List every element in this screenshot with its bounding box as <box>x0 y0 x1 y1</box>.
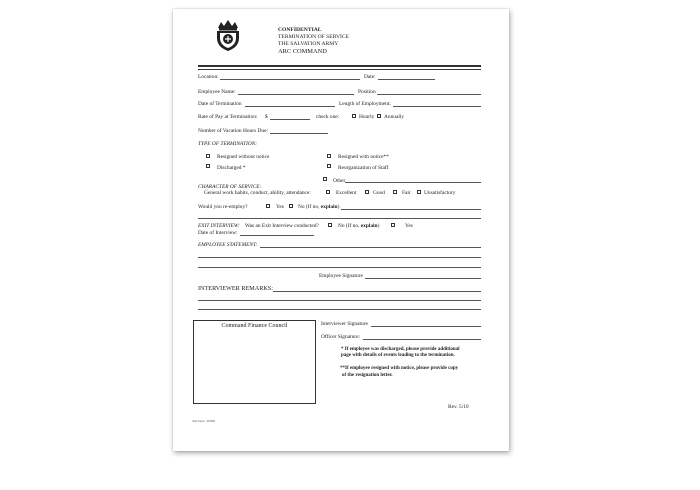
employee-statement-line-1[interactable] <box>260 247 481 248</box>
annually-label: Annually <box>384 114 405 120</box>
dollar-sign: $ <box>265 114 268 120</box>
interviewer-signature-label: Interviewer Signature <box>321 321 368 327</box>
reemploy-yes-checkbox[interactable] <box>266 204 270 208</box>
vacation-hours-field[interactable] <box>270 133 328 134</box>
salvation-army-shield-icon <box>213 18 243 52</box>
revision-label: Rev. 5/10 <box>448 404 469 410</box>
exit-interview-yes-label: Yes <box>405 223 413 229</box>
other-label: Other <box>333 177 346 184</box>
discharged-checkbox[interactable] <box>206 164 210 168</box>
reemploy-label: Would you re-employ? <box>198 204 248 210</box>
officer-signature-label: Officer Signature: <box>321 334 360 340</box>
resigned-with-notice-label: Resigned with notice** <box>338 154 389 160</box>
exit-interview-yes-checkbox[interactable] <box>391 223 395 227</box>
location-label: Location: <box>198 74 219 80</box>
employee-name-field[interactable] <box>238 94 354 95</box>
hourly-label: Hourly <box>359 114 375 120</box>
excellent-checkbox[interactable] <box>326 190 330 194</box>
reemploy-explain: explain <box>320 204 338 210</box>
exit-explain: explain <box>360 223 378 229</box>
footer-code: Sub Desc. 20096 <box>192 419 216 423</box>
fair-checkbox[interactable] <box>393 190 397 194</box>
date-of-termination-field[interactable] <box>245 106 335 107</box>
exit-interview-question: Was an Exit Interview conducted? <box>245 223 319 229</box>
command-name: ARC COMMAND <box>278 48 327 55</box>
employee-statement-heading: EMPLOYEE STATEMENT: <box>198 242 258 248</box>
exit-interview-heading: EXIT INTERVIEW: <box>198 223 240 229</box>
employee-signature-field[interactable] <box>365 278 481 279</box>
length-of-employment-label: Length of Employment: <box>339 101 391 107</box>
exit-interview-no-checkbox[interactable] <box>328 223 332 227</box>
organization-name: THE SALVATION ARMY <box>278 41 339 47</box>
type-of-termination-heading: TYPE OF TERMINATION: <box>198 141 258 147</box>
date-label: Date: <box>364 74 376 80</box>
header-rule-thin <box>198 69 481 70</box>
header-rule <box>198 65 481 67</box>
discharged-label: Discharged * <box>217 164 246 171</box>
reorganization-label: Reorganization of Staff <box>338 164 389 171</box>
excellent-label: Excellent <box>336 190 357 196</box>
good-checkbox[interactable] <box>365 190 369 194</box>
command-finance-council-box[interactable] <box>193 320 316 404</box>
resigned-with-notice-checkbox[interactable] <box>327 154 331 158</box>
command-finance-council-title: Command Finance Council <box>221 323 288 329</box>
hourly-checkbox[interactable] <box>352 114 356 118</box>
confidential-label: CONFIDENTIAL <box>278 27 322 33</box>
date-of-termination-label: Date of Termination <box>198 101 242 107</box>
resigned-note-line-1: **If employee resigned with notice, please provide copy <box>340 366 459 371</box>
vacation-hours-label: Number of Vacation Hours Due: <box>198 128 268 134</box>
interviewer-remarks-line-2[interactable] <box>198 300 481 301</box>
character-sub-label: General work habits, conduct, ability, attendance: <box>204 190 311 196</box>
employee-statement-line-3[interactable] <box>198 267 481 268</box>
reorganization-checkbox[interactable] <box>327 164 331 168</box>
position-field[interactable] <box>377 94 481 95</box>
exit-interview-no-label <box>338 223 379 229</box>
interviewer-remarks-heading: INTERVIEWER REMARKS: <box>198 285 273 292</box>
officer-signature-field[interactable] <box>363 339 481 340</box>
resigned-without-notice-checkbox[interactable] <box>206 154 210 158</box>
annually-checkbox[interactable] <box>377 114 381 118</box>
form-page <box>173 9 509 451</box>
good-label: Good <box>373 190 385 196</box>
employee-name-label: Employee Name: <box>198 89 236 95</box>
other-checkbox[interactable] <box>323 177 327 181</box>
other-field[interactable] <box>345 182 481 183</box>
form-title: TERMINATION OF SERVICE <box>278 34 350 40</box>
check-one-label: check one: <box>316 114 340 120</box>
discharged-note-line-1: * If employee was discharged, please provide additional <box>341 347 460 352</box>
resigned-note-line-2: of the resignation letter. <box>342 373 393 378</box>
reemploy-no-label <box>298 204 339 210</box>
discharged-note-line-2: page with details of events leading to the termination. <box>341 353 455 358</box>
interviewer-signature-field[interactable] <box>371 326 481 327</box>
interviewer-remarks-line-1[interactable] <box>273 291 481 292</box>
reemploy-no-checkbox[interactable] <box>289 204 293 208</box>
rate-of-pay-label: Rate of Pay at Termination: <box>198 114 258 120</box>
character-of-service-heading: CHARACTER OF SERVICE: <box>198 183 262 190</box>
employee-statement-line-2[interactable] <box>198 257 481 258</box>
reemploy-extra-line[interactable] <box>198 218 481 219</box>
resigned-without-notice-label: Resigned without notice <box>217 154 270 160</box>
reemploy-no-prefix: No (If no, <box>298 204 320 210</box>
employee-signature-label: Employee Signature <box>319 273 363 279</box>
fair-label: Fair <box>402 190 411 196</box>
exit-close-paren: ) <box>377 223 380 229</box>
rate-of-pay-field[interactable] <box>270 119 310 120</box>
length-of-employment-field[interactable] <box>393 106 481 107</box>
reemploy-explain-field[interactable] <box>341 209 481 210</box>
interviewer-remarks-line-3[interactable] <box>198 309 481 310</box>
reemploy-close-paren: ) <box>337 204 340 210</box>
date-of-interview-label: Date of Interview: <box>198 230 238 236</box>
exit-no-prefix: No (If no, <box>338 223 360 229</box>
position-label: Position <box>358 89 376 95</box>
date-of-interview-field[interactable] <box>240 235 314 236</box>
unsatisfactory-checkbox[interactable] <box>417 190 421 194</box>
reemploy-yes-label: Yes <box>276 204 284 210</box>
unsatisfactory-label: Unsatisfactory <box>424 190 456 196</box>
date-field[interactable] <box>378 79 435 80</box>
location-field[interactable] <box>220 79 360 80</box>
